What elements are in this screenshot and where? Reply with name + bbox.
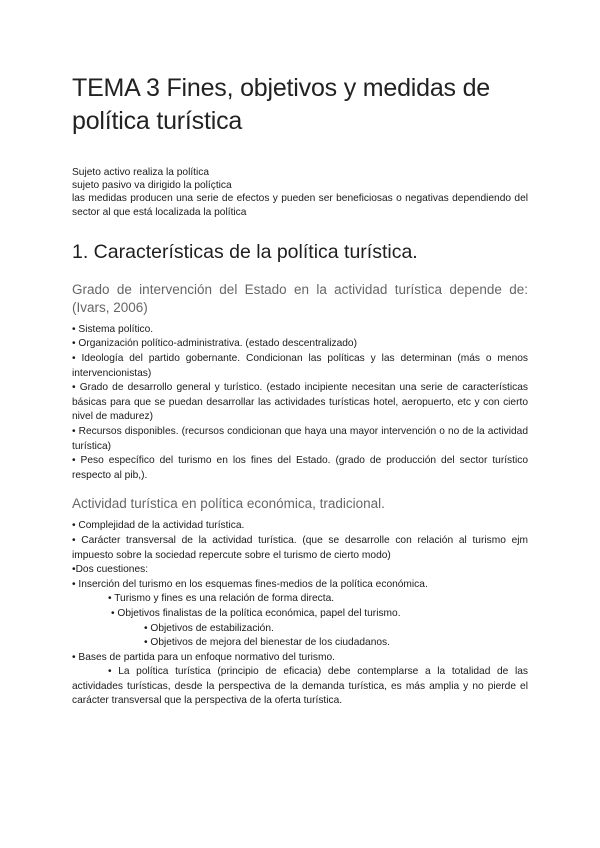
- list-item: • Complejidad de la actividad turística.: [72, 520, 245, 532]
- intro-block: [72, 166, 528, 219]
- bullet-list: [72, 323, 528, 484]
- bullet-list: [72, 519, 528, 709]
- list-item: • Carácter transversal de la actividad turística. (que se desarrolle con relación al turismo ejm impuesto sobre la sociedad repercute sobre el turismo de cierto modo): [72, 534, 528, 561]
- list-item: • Inserción del turismo en los esquemas fines-medios de la política económica.: [72, 578, 428, 590]
- list-item-nested: • Turismo y fines es una relación de forma directa.: [108, 593, 335, 605]
- list-item-paragraph: • La política turística (principio de eficacia) debe contemplarse a la totalidad de las actividades turísticas, desde la perspectiva de la demanda turística, es más amplia y no pierde el carácter transversal que la perspectiva de la oferta turística.: [72, 666, 528, 707]
- list-item-nested: • Objetivos de estabilización.: [144, 622, 274, 634]
- intro-paragraph: las medidas producen una serie de efectos y pueden ser beneficiosas o negativas dependiendo del sector al que está localizada la política: [72, 193, 528, 218]
- list-item-nested: • Objetivos finalistas de la política económica, papel del turismo.: [111, 607, 401, 619]
- list-item: • Recursos disponibles. (recursos condicionan que haya una mayor intervención o no de la actividad turística): [72, 425, 528, 452]
- intro-line: sujeto pasivo va dirigido la políçtica: [72, 180, 232, 192]
- list-item: • Sistema político.: [72, 323, 154, 335]
- list-item: • Bases de partida para un enfoque normativo del turismo.: [72, 651, 335, 663]
- subsection-heading: Actividad turística en política económica, tradicional.: [72, 496, 385, 512]
- document-page: [72, 72, 528, 709]
- list-item: • Peso específico del turismo en los fines del Estado. (grado de producción del sector turístico respecto al pib,).: [72, 455, 528, 481]
- list-item: • Grado de desarrollo general y turístico. (estado incipiente necesitan una serie de características básicas para que se puedan desarrollar las actividades turísticas hotel, aeropuerto, etc y con cierto nivel de madurez): [72, 382, 528, 423]
- intro-line: Sujeto activo realiza la política: [72, 167, 210, 178]
- section-heading: 1. Características de la política turística.: [72, 240, 418, 263]
- list-item-nested: • Objetivos de mejora del bienestar de los ciudadanos.: [144, 637, 390, 649]
- list-item: •Dos cuestiones:: [72, 564, 149, 576]
- list-item: • Organización político-administrativa. (estado descentralizado): [72, 338, 357, 350]
- subsection-heading: Grado de intervención del Estado en la actividad turística depende de: (Ivars, 2006): [72, 281, 528, 315]
- list-item: • Ideología del partido gobernante. Condicionan las políticas y las determinan (más o menos intervencionistas): [72, 353, 528, 379]
- page-title: TEMA 3 Fines, objetivos y medidas de política turística: [72, 74, 490, 135]
